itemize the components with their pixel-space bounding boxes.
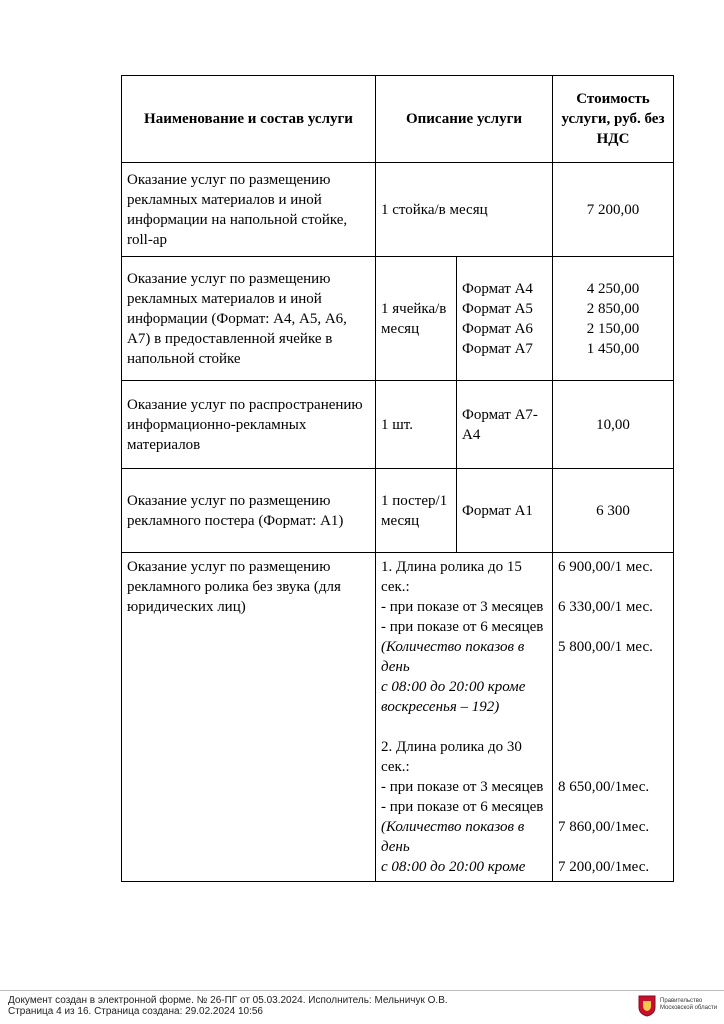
video-15-heading: 1. Длина ролика до 15 сек.: [381,559,522,595]
video-15-option-3m: - при показе от 3 месяцев [381,599,544,615]
row5-prices [553,553,674,882]
footer-text [8,995,448,1017]
video-15-note: (Количество показов в день [381,639,525,675]
video-30-option-3m: - при показе от 3 месяцев [381,779,544,795]
row2-formats [457,257,553,381]
price-item: 8 650,00/1мес. [558,779,650,795]
price-item: 2 150,00 [586,320,640,337]
price-item: 7 200,00/1мес. [558,859,650,875]
row3-format: Формат А7-А4 [457,381,553,469]
price-item: 6 900,00/1 мес. [558,559,653,575]
video-30-heading: 2. Длина ролика до 30 сек.: [381,739,522,775]
row5-desc [376,553,553,882]
row1-desc: 1 стойка/в месяц [376,163,553,257]
row1-price: 7 200,00 [553,163,674,257]
row2-unit: 1 ячейка/в месяц [376,257,457,381]
logo-text [660,998,717,1012]
row4-name: Оказание услуг по размещению рекламного постера (Формат: А1) [122,469,376,553]
footer-doc-info: Документ создан в электронной форме. № 26-ПГ от 05.03.2024. Исполнитель: Мельничук О.В. [8,995,448,1006]
format-item: Формат А6 [462,320,533,337]
format-item: Формат А4 [462,280,533,297]
price-item: 7 860,00/1мес. [558,819,650,835]
video-15-note: с 08:00 до 20:00 кроме воскресенья – 192) [381,679,526,715]
video-15-option-6m: - при показе от 6 месяцев [381,619,544,635]
price-item: 4 250,00 [586,280,640,297]
format-item: Формат А7 [462,340,533,357]
header-name: Наименование и состав услуги [122,76,376,163]
header-description: Описание услуги [376,76,553,163]
services-table [121,75,674,882]
row2-name: Оказание услуг по размещению рекламных материалов и иной информации (Формат: А4, А5, А6, А7) в предоставленной ячейке в напольной стойке [122,257,376,381]
price-item: 5 800,00/1 мес. [558,639,653,655]
row3-price: 10,00 [553,381,674,469]
header-price: Стоимость услуги, руб. без НДС [553,76,674,163]
video-30-note: с 08:00 до 20:00 кроме [381,859,526,875]
government-logo [638,995,722,1019]
price-item: 1 450,00 [586,340,640,357]
footer-page-info: Страница 4 из 16. Страница создана: 29.02.2024 10:56 [8,1006,263,1017]
format-item: Формат А5 [462,300,533,317]
row2-prices [553,257,674,381]
coat-of-arms-icon [638,995,656,1017]
logo-text-line: Правительство [660,998,703,1004]
video-30-note: (Количество показов в день [381,819,525,855]
row4-price: 6 300 [553,469,674,553]
row4-unit: 1 постер/1 месяц [376,469,457,553]
video-30-option-6m: - при показе от 6 месяцев [381,799,544,815]
price-item: 2 850,00 [586,300,640,317]
row5-name: Оказание услуг по размещению рекламного ролика без звука (для юридических лиц) [122,553,376,882]
row1-name: Оказание услуг по размещению рекламных материалов и иной информации на напольной стойке, roll-ap [122,163,376,257]
price-item: 6 330,00/1 мес. [558,599,653,615]
row3-unit: 1 шт. [376,381,457,469]
logo-text-line: Московской области [660,1005,718,1011]
row3-name: Оказание услуг по распространению информационно-рекламных материалов [122,381,376,469]
row4-format: Формат А1 [457,469,553,553]
document-footer [0,990,724,1017]
